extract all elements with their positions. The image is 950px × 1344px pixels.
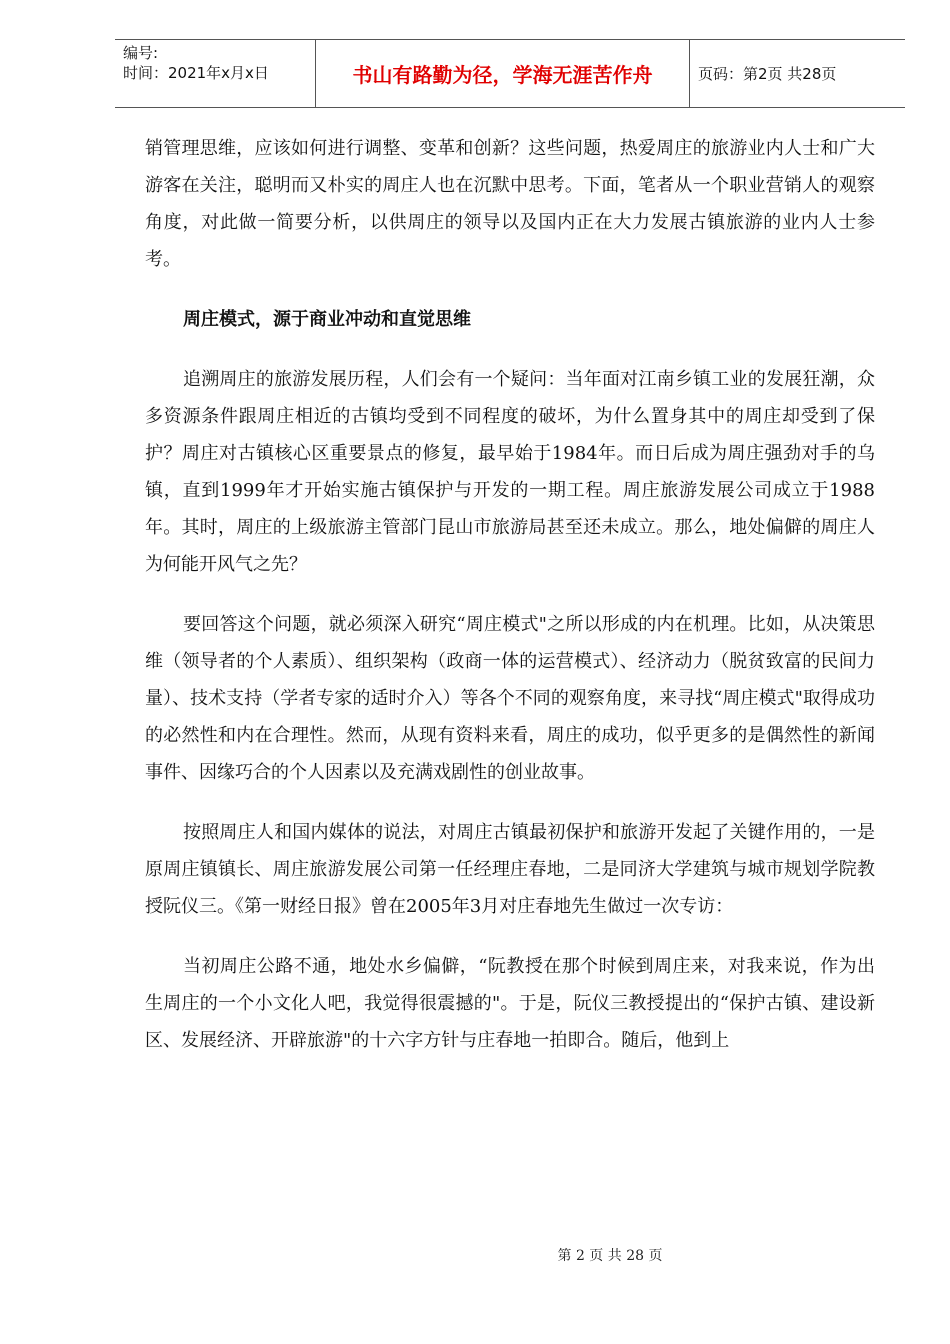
paragraph-2: 追溯周庄的旅游发展历程，人们会有一个疑问：当年面对江南乡镇工业的发展狂潮，众多资源条件跟周庄相近的古镇均受到不同程度的破坏，为什么置身其中的周庄却受到了保护？周庄对古镇核心区重要景点的修复，最早始于1984年。而日后成为周庄强劲对手的乌镇，直到1999年才开始实施古镇保护与开发的一期工程。周庄旅游发展公司成立于1988年。其时，周庄的上级旅游主管部门昆山市旅游局甚至还未成立。那么，地处偏僻的周庄人为何能开风气之先？ (145, 369, 875, 575)
header-page-number: 页码：第2页 共28页 (698, 65, 837, 83)
paragraph-5: 当初周庄公路不通，地处水乡偏僻，“阮教授在那个时候到周庄来，对我来说，作为出生周庄的一个小文化人吧，我觉得很震撼的"。于是，阮仪三教授提出的“保护古镇、建设新区、发展经济、开辟旅游"的十六字方针与庄春地一拍即合。随后，他到上 (145, 956, 875, 1051)
section-heading: 周庄模式，源于商业冲动和直觉思维 (183, 309, 471, 330)
document-number-label: 编号: (123, 44, 159, 62)
header-meta (115, 40, 316, 107)
header-motto: 书山有路勤为径，学海无涯苦作舟 (316, 40, 690, 107)
footer-page-number: 第 2 页 共 28 页 (557, 1248, 663, 1264)
page-header (115, 39, 905, 108)
document-body (145, 130, 875, 1082)
paragraph-3: 要回答这个问题，就必须深入研究“周庄模式"之所以形成的内在机理。比如，从决策思维（领导者的个人素质）、组织架构（政商一体的运营模式）、经济动力（脱贫致富的民间力量）、技术支持（学者专家的适时介入）等各个不同的观察角度，来寻找“周庄模式"取得成功的必然性和内在合理性。然而，从现有资料来看，周庄的成功，似乎更多的是偶然性的新闻事件、因缘巧合的个人因素以及充满戏剧性的创业故事。 (145, 614, 875, 783)
paragraph-1: 销管理思维，应该如何进行调整、变革和创新？这些问题，热爱周庄的旅游业内人士和广大游客在关注，聪明而又朴实的周庄人也在沉默中思考。下面，笔者从一个职业营销人的观察角度，对此做一简要分析，以供周庄的领导以及国内正在大力发展古镇旅游的业内人士参考。 (145, 138, 875, 270)
page-footer (0, 1245, 950, 1265)
document-time-label: 时间：2021年x月x日 (123, 64, 269, 82)
paragraph-4: 按照周庄人和国内媒体的说法，对周庄古镇最初保护和旅游开发起了关键作用的，一是原周庄镇镇长、周庄旅游发展公司第一任经理庄春地，二是同济大学建筑与城市规划学院教授阮仪三。《第一财经日报》曾在2005年3月对庄春地先生做过一次专访： (145, 822, 875, 917)
